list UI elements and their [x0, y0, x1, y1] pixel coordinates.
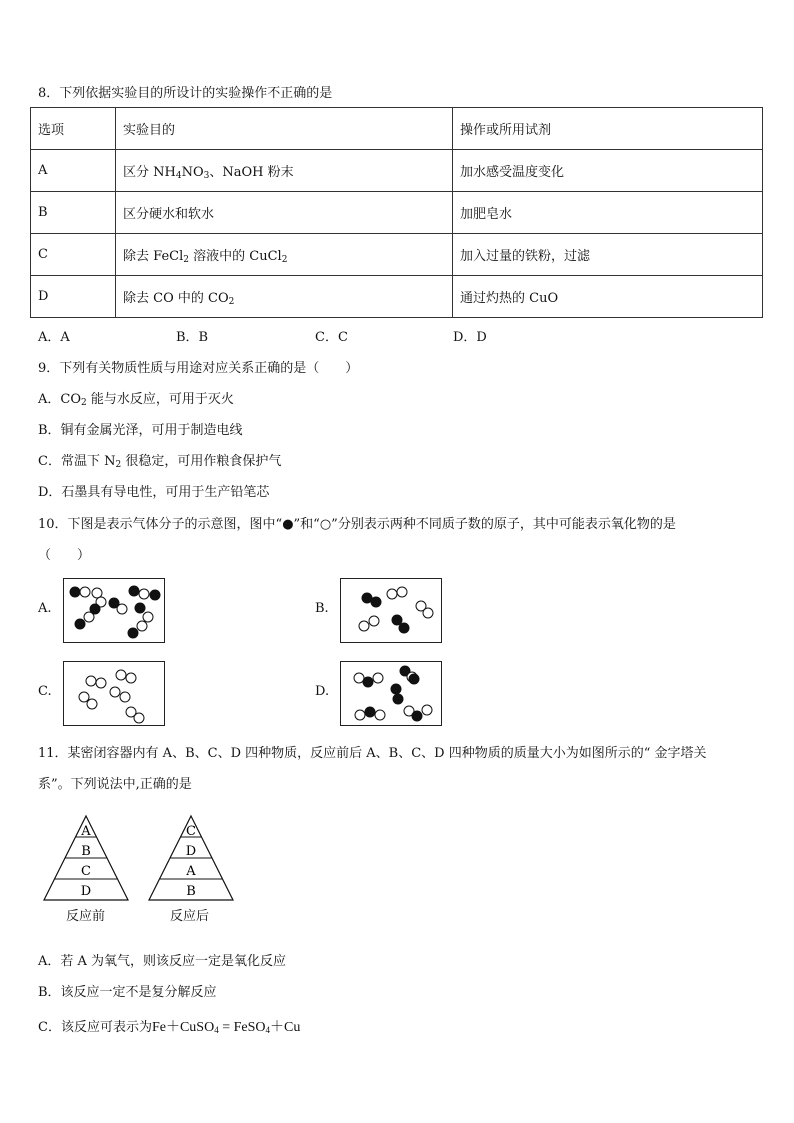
table-header-row [31, 108, 763, 150]
q10-label-b[interactable]: B. [315, 601, 329, 616]
q8-choice-c[interactable]: C．C [315, 330, 348, 345]
table-row [31, 276, 763, 318]
q10-diagram-a[interactable] [63, 578, 165, 643]
q11-option-c[interactable]: C．该反应可表示为Fe＋CuSO$_4$ = FeSO$_4$＋Cu [38, 1020, 301, 1035]
pyramid-before-level-1: A [81, 824, 91, 839]
header-operation: 操作或所用试剂 [453, 108, 763, 150]
pyramid-before-level-3: C [81, 864, 91, 879]
row-goal: 区分硬水和软水 [116, 192, 453, 234]
pyramid-after-caption: 反应后 [170, 909, 210, 924]
row-operation: 通过灼热的 CuO [453, 276, 763, 318]
row-operation: 加入过量的铁粉，过滤 [453, 234, 763, 276]
pyramid-after-level-2: D [185, 844, 197, 859]
q8-choice-d[interactable]: D．D [453, 330, 487, 345]
q10-diagram-d[interactable] [340, 661, 442, 726]
q10-paren: （ ） [38, 548, 91, 563]
q9-option-d[interactable]: D．石墨具有导电性，可用于生产铅笔芯 [38, 485, 270, 500]
q10-diagram-c[interactable] [63, 661, 165, 726]
q11-option-a[interactable]: A．若 A 为氧气，则该反应一定是氧化反应 [38, 954, 287, 969]
row-goal: 区分 $NH_4NO_3$、NaOH 粉末 [116, 150, 453, 192]
row-option: C [31, 234, 116, 276]
molecule-diagram-d [341, 662, 441, 725]
reaction-equation: Fe＋CuSO$_4$ = FeSO$_4$＋Cu [151, 1020, 301, 1035]
q10-diagram-b[interactable] [340, 578, 442, 643]
q10-stem: 10．下图是表示气体分子的示意图，图中“●”和“○”分别表示两种不同质子数的原子，其中可能表示氧化物的是 [38, 517, 676, 532]
q8-table [30, 107, 763, 318]
header-option: 选项 [31, 108, 116, 150]
molecule-diagram-c [64, 662, 164, 725]
table-row [31, 192, 763, 234]
q10-label-d[interactable]: D. [315, 684, 330, 699]
row-goal: 除去 CO 中的 $CO_2$ [116, 276, 453, 318]
q11-stem-line1: 11．某密闭容器内有 A、B、C、D 四种物质，反应前后 A、B、C、D 四种物质的质量大小为如图所示的“ 金字塔关 [38, 746, 707, 761]
row-operation: 加水感受温度变化 [453, 150, 763, 192]
pyramid-after-level-4: B [186, 884, 196, 899]
q11-option-b[interactable]: B．该反应一定不是复分解反应 [38, 985, 217, 1000]
q8-choice-b[interactable]: B．B [176, 330, 209, 345]
row-goal: 除去 FeCl$_2$ 溶液中的 CuCl$_2$ [116, 234, 453, 276]
row-option: B [31, 192, 116, 234]
q9-stem: 9．下列有关物质性质与用途对应关系正确的是（ ） [38, 361, 359, 376]
table-row [31, 150, 763, 192]
q9-option-a[interactable]: A．$CO_2$ 能与水反应，可用于灭火 [38, 392, 234, 408]
q10-label-c[interactable]: C. [38, 684, 52, 699]
molecule-diagram-a [64, 579, 164, 642]
q8-choice-a[interactable]: A．A [38, 330, 70, 345]
pyramid-after-level-1: C [186, 824, 196, 839]
pyramid-before-caption: 反应前 [66, 909, 106, 924]
header-goal: 实验目的 [116, 108, 453, 150]
q9-option-c[interactable]: C．常温下 $N_2$ 很稳定，可用作粮食保护气 [38, 454, 282, 470]
table-row [31, 234, 763, 276]
pyramid-before [42, 814, 130, 902]
pyramid-after-level-3: A [186, 864, 196, 879]
row-option: A [31, 150, 116, 192]
molecule-diagram-b [341, 579, 441, 642]
q8-stem: 8．下列依据实验目的所设计的实验操作不正确的是 [38, 86, 333, 101]
q9-option-b[interactable]: B．铜有金属光泽，可用于制造电线 [38, 423, 243, 438]
row-option: D [31, 276, 116, 318]
q10-label-a[interactable]: A. [38, 601, 52, 616]
q11-stem-line2: 系”。下列说法中,正确的是 [38, 777, 192, 792]
row-operation: 加肥皂水 [453, 192, 763, 234]
pyramid-before-level-4: D [80, 884, 92, 899]
pyramid-after [147, 814, 235, 902]
pyramid-before-level-2: B [81, 844, 91, 859]
